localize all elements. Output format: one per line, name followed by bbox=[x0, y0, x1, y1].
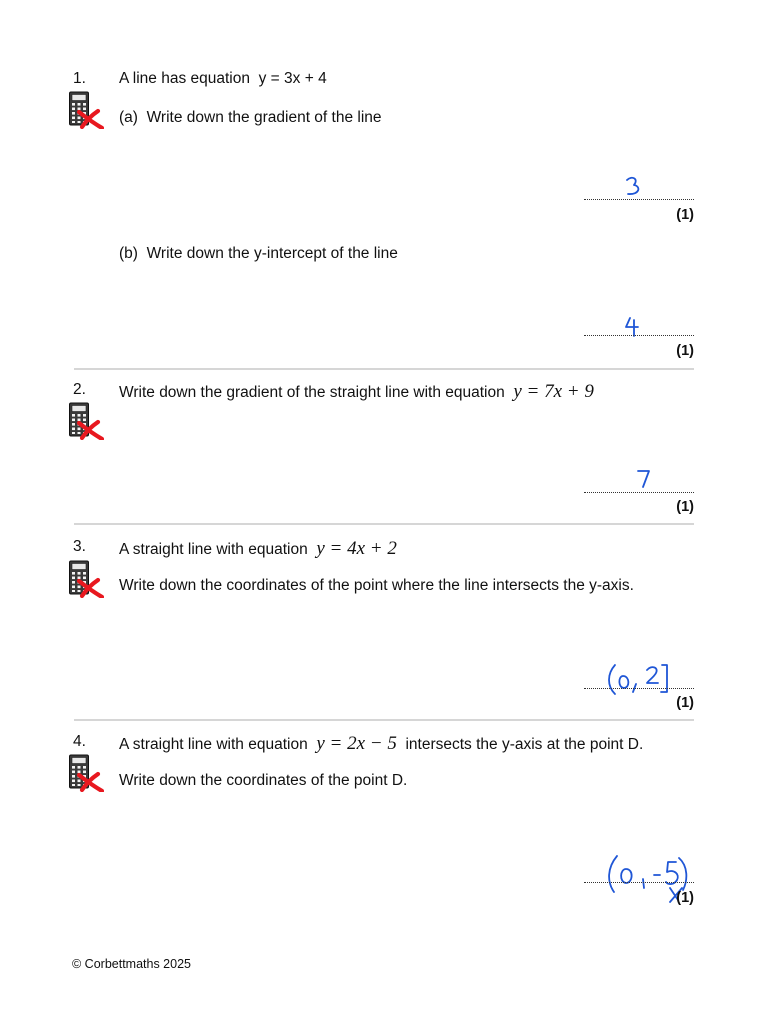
marks-label: (1) bbox=[676, 343, 694, 359]
question-stem: A straight line with equation y = 4x + 2 bbox=[119, 538, 397, 559]
no-calculator-icon bbox=[68, 560, 104, 598]
question-stem: A line has equation y = 3x + 4 bbox=[119, 70, 327, 87]
question-stem: A straight line with equation y = 2x − 5 intersects the y-axis at the point D. bbox=[119, 733, 644, 754]
no-calculator-icon bbox=[68, 402, 104, 440]
question-divider bbox=[74, 368, 694, 370]
handwritten-answer bbox=[622, 316, 644, 340]
question-stem: Write down the gradient of the straight line with equation y = 7x + 9 bbox=[119, 381, 594, 402]
copyright-footer: © Corbettmaths 2025 bbox=[72, 957, 191, 971]
question-number: 4. bbox=[73, 733, 86, 750]
equation: y = 7x + 9 bbox=[513, 381, 594, 402]
answer-line[interactable] bbox=[584, 882, 694, 883]
no-calculator-icon bbox=[68, 91, 104, 129]
question-number: 3. bbox=[73, 538, 86, 555]
answer-line[interactable] bbox=[584, 492, 694, 493]
question-instruction: Write down the coordinates of the point D. bbox=[119, 772, 408, 789]
part-a: (a) Write down the gradient of the line bbox=[119, 109, 382, 126]
question-instruction: Write down the coordinates of the point where the line intersects the y-axis. bbox=[119, 577, 634, 594]
question-divider bbox=[74, 523, 694, 525]
question-number: 1. bbox=[73, 70, 86, 87]
part-b: (b) Write down the y-intercept of the line bbox=[119, 245, 398, 262]
handwritten-answer bbox=[636, 468, 656, 492]
answer-line[interactable] bbox=[584, 688, 694, 689]
no-calculator-icon bbox=[68, 754, 104, 792]
equation: y = 4x + 2 bbox=[316, 538, 397, 559]
equation: y = 3x + 4 bbox=[258, 70, 327, 87]
marks-label: (1) bbox=[676, 890, 694, 906]
question-divider bbox=[74, 719, 694, 721]
marks-label: (1) bbox=[676, 207, 694, 223]
marks-label: (1) bbox=[676, 499, 694, 515]
equation: y = 2x − 5 bbox=[316, 733, 397, 754]
handwritten-answer bbox=[624, 176, 644, 200]
question-number: 2. bbox=[73, 381, 86, 398]
marks-label: (1) bbox=[676, 695, 694, 711]
answer-line[interactable] bbox=[584, 199, 694, 200]
handwritten-answer bbox=[606, 662, 674, 698]
answer-line[interactable] bbox=[584, 335, 694, 336]
